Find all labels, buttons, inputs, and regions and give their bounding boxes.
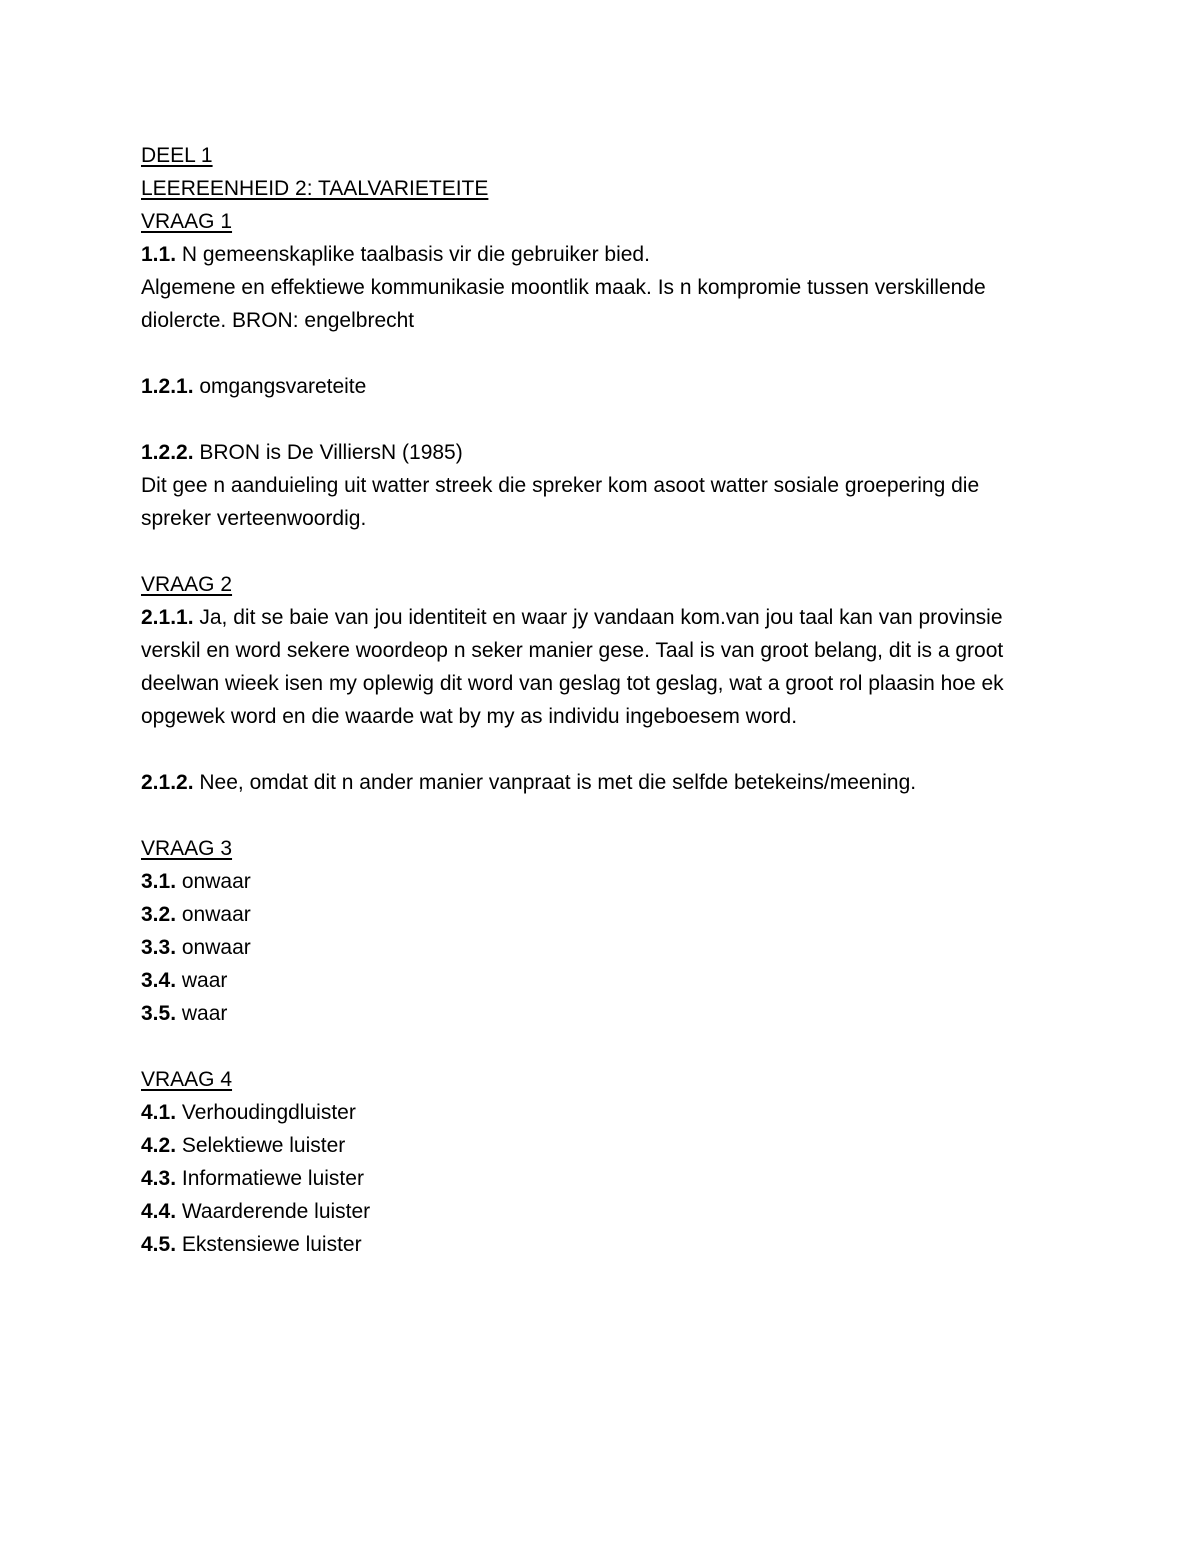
answer-number: 4.5. — [141, 1233, 177, 1256]
spacer — [141, 1030, 1041, 1063]
answer-number: 4.4. — [141, 1200, 177, 1223]
list-item — [141, 931, 1041, 964]
question-1-heading: VRAAG 1 — [141, 210, 233, 233]
answer-text-line: spreker verteenwoordig. — [141, 507, 367, 530]
spacer — [141, 799, 1041, 832]
spacer — [141, 337, 1041, 370]
list-item — [141, 865, 1041, 898]
answer-number: 4.2. — [141, 1134, 177, 1157]
list-item — [141, 1129, 1041, 1162]
answer-1-1-line — [141, 238, 1041, 271]
answer-1-2-2-line — [141, 436, 1041, 469]
spacer — [141, 733, 1041, 766]
answer-text-line: verskil en word sekere woordeop n seker manier gese. Taal is van groot belang, dit is a groot — [141, 639, 1004, 662]
list-item — [141, 1162, 1041, 1195]
answer-text-line: opgewek word en die waarde wat by my as individu ingeboesem word. — [141, 705, 798, 728]
answer-text: Nee, omdat dit n ander manier vanpraat is met die selfde betekeins/meening. — [193, 771, 917, 794]
spacer — [141, 403, 1041, 436]
list-item — [141, 1096, 1041, 1129]
answer-2-1-1-line — [141, 601, 1041, 634]
answer-number: 3.4. — [141, 969, 177, 992]
answer-number: 1.1. — [141, 243, 177, 266]
answer-text: onwaar — [176, 903, 251, 926]
answer-text: Waarderende luister — [176, 1200, 371, 1223]
question-3-heading: VRAAG 3 — [141, 837, 233, 860]
list-item — [141, 898, 1041, 931]
answer-number: 3.2. — [141, 903, 177, 926]
question-2-heading: VRAAG 2 — [141, 573, 233, 596]
answer-text-line: diolercte. BRON: engelbrecht — [141, 309, 415, 332]
answer-number: 4.1. — [141, 1101, 177, 1124]
answer-1-2-1-line — [141, 370, 1041, 403]
answer-text: waar — [176, 1002, 228, 1025]
answer-number: 3.3. — [141, 936, 177, 959]
answer-number: 2.1.1. — [141, 606, 194, 629]
answer-2-1-2-line — [141, 766, 1041, 799]
answer-number: 1.2.2. — [141, 441, 194, 464]
answer-number: 4.3. — [141, 1167, 177, 1190]
list-item — [141, 1195, 1041, 1228]
answer-text: BRON is De VilliersN (1985) — [193, 441, 463, 464]
answer-text-line: deelwan wieek isen my oplewig dit word van geslag tot geslag, wat a groot rol plaasin hoe ek — [141, 672, 1004, 695]
answer-text: N gemeenskaplike taalbasis vir die gebruiker bied. — [176, 243, 650, 266]
part-heading: DEEL 1 — [141, 144, 213, 167]
document-page — [141, 139, 1041, 1261]
answer-text: onwaar — [176, 936, 251, 959]
answer-text: Verhoudingdluister — [176, 1101, 356, 1124]
list-item — [141, 997, 1041, 1030]
answer-text: omgangsvareteite — [193, 375, 367, 398]
answer-text: Ekstensiewe luister — [176, 1233, 362, 1256]
answer-text: Ja, dit se baie van jou identiteit en waar jy vandaan kom.van jou taal kan van provinsie — [193, 606, 1003, 629]
answer-number: 2.1.2. — [141, 771, 194, 794]
answer-number: 3.1. — [141, 870, 177, 893]
answer-text: onwaar — [176, 870, 251, 893]
answer-number: 1.2.1. — [141, 375, 194, 398]
answer-text-line: Dit gee n aanduieling uit watter streek die spreker kom asoot watter sosiale groepering die — [141, 474, 980, 497]
question-4-heading: VRAAG 4 — [141, 1068, 233, 1091]
answer-number: 3.5. — [141, 1002, 177, 1025]
answer-text-line: Algemene en effektiewe kommunikasie moontlik maak. Is n kompromie tussen verskillende — [141, 276, 986, 299]
answer-text: Selektiewe luister — [176, 1134, 346, 1157]
list-item — [141, 964, 1041, 997]
list-item — [141, 1228, 1041, 1261]
spacer — [141, 535, 1041, 568]
answer-text: Informatiewe luister — [176, 1167, 364, 1190]
unit-heading: LEEREENHEID 2: TAALVARIETEITE — [141, 177, 489, 200]
answer-text: waar — [176, 969, 228, 992]
